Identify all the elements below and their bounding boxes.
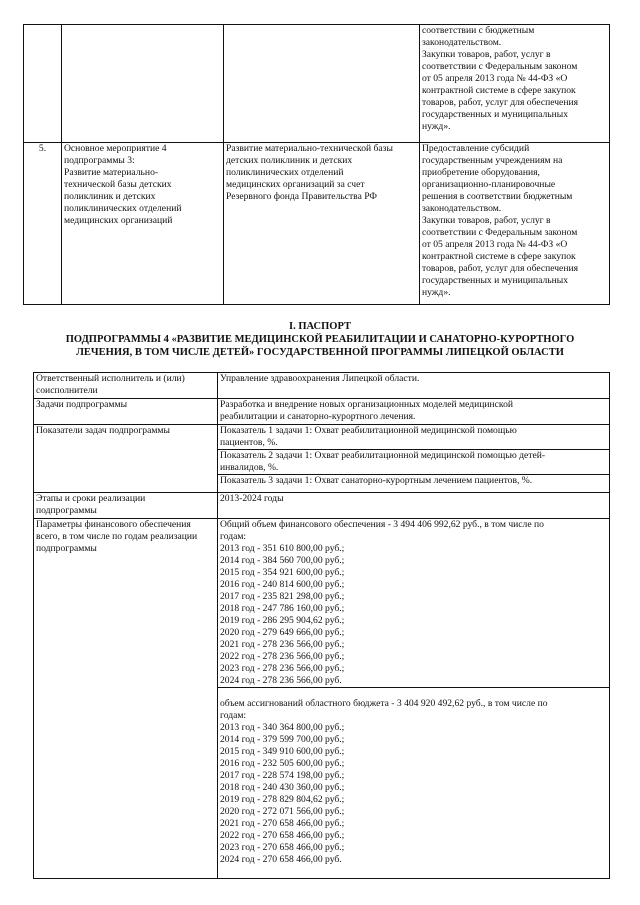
row5-col2 — [62, 143, 224, 305]
cell-line: организационно-планировочные — [422, 179, 556, 190]
year-line: 2024 год - 278 236 566,00 руб. — [220, 675, 342, 686]
year-line: 2023 год - 270 658 466,00 руб.; — [220, 842, 345, 853]
year-line: 2021 год - 278 236 566,00 руб.; — [220, 639, 345, 650]
cell-line: Показатель 2 задачи 1: Охват реабилитационной медицинской помощью детей- — [220, 450, 546, 461]
table-row — [34, 425, 610, 493]
tasks-value — [218, 399, 610, 425]
year-line: 2017 год - 228 574 198,00 руб.; — [220, 770, 345, 781]
indicators-value — [218, 425, 610, 493]
cell-line: Закупки товаров, работ, услуг в — [422, 215, 551, 226]
row5-col3 — [224, 143, 420, 305]
indicator-3 — [218, 475, 609, 488]
table-row — [34, 373, 610, 399]
cell-line: Резервного фонда Правительства РФ — [226, 191, 377, 202]
year-line: 2022 год - 270 658 466,00 руб.; — [220, 830, 345, 841]
cell-line: годам: — [220, 531, 247, 542]
cell-line: годам: — [220, 710, 247, 721]
finance-total — [218, 519, 609, 688]
cell-line: подпрограммы — [36, 543, 97, 554]
cell-line: Показатель 3 задачи 1: Охват санаторно-курортным лечением пациентов, %. — [220, 475, 533, 486]
row4-col3 — [224, 25, 420, 143]
cell-line: соисполнители — [36, 385, 98, 396]
cell-line: от 05 апреля 2013 года № 44-ФЗ «О — [422, 239, 568, 250]
cell-line: государственных и муниципальных — [422, 109, 569, 120]
cell-line: Основное мероприятие 4 — [64, 143, 167, 154]
finance-label — [34, 519, 218, 879]
indicator-1 — [218, 425, 609, 450]
passport-table — [33, 372, 610, 879]
cell-line: подпрограммы 3: — [64, 155, 135, 166]
cell-line: контрактной системе в сфере закупок — [422, 251, 576, 262]
cell-line: медицинских организаций за счет — [226, 179, 365, 190]
cell-line: подпрограммы — [36, 505, 97, 516]
heading-line-3: ЛЕЧЕНИЯ, В ТОМ ЧИСЛЕ ДЕТЕЙ» ГОСУДАРСТВЕННОЙ ПРОГРАММЫ ЛИПЕЦКОЙ ОБЛАСТИ — [76, 347, 564, 358]
cell-line: нужд». — [422, 121, 451, 132]
table-row — [34, 493, 610, 519]
cell-line: Ответственный исполнитель и (или) — [36, 373, 185, 384]
heading-line-2: ПОДПРОГРАММЫ 4 «РАЗВИТИЕ МЕДИЦИНСКОЙ РЕАБИЛИТАЦИИ И САНАТОРНО-КУРОРТНОГО — [65, 334, 575, 345]
cell-line: поликлиник и детских — [64, 191, 156, 202]
year-line: 2018 год - 247 786 160,00 руб.; — [220, 603, 345, 614]
stages-label — [34, 493, 218, 519]
cell-line: Этапы и сроки реализации — [36, 493, 146, 504]
tasks-label: Задачи подпрограммы — [34, 399, 218, 425]
cell-line: государственным учреждениям на — [422, 155, 563, 166]
cell-line: поликлинических отделений — [226, 167, 344, 178]
activities-table — [23, 24, 610, 305]
year-line: 2021 год - 270 658 466,00 руб.; — [220, 818, 345, 829]
table-row — [34, 399, 610, 425]
year-line: 2017 год - 235 821 298,00 руб.; — [220, 591, 345, 602]
cell-line: всего, в том числе по годам реализации — [36, 531, 198, 542]
year-line: 2022 год - 278 236 566,00 руб.; — [220, 651, 345, 662]
cell-line: реабилитации и санаторно-курортного лечения. — [220, 411, 416, 422]
year-line: 2015 год - 354 921 600,00 руб.; — [220, 567, 345, 578]
cell-line: законодательством. — [422, 203, 502, 214]
cell-line: Общий объем финансового обеспечения - 3 494 406 992,62 руб., в том числе по — [220, 519, 544, 530]
cell-line: Разработка и внедрение новых организационных моделей медицинской — [220, 399, 514, 410]
cell-line: медицинских организаций — [64, 215, 173, 226]
cell-line: товаров, работ, услуг для обеспечения — [422, 263, 578, 274]
year-line: 2016 год - 232 505 600,00 руб.; — [220, 758, 345, 769]
cell-line: инвалидов, %. — [220, 462, 279, 473]
stages-value: 2013-2024 годы — [218, 493, 610, 519]
row4-num — [24, 25, 62, 143]
year-line: 2014 год - 379 599 700,00 руб.; — [220, 734, 345, 745]
cell-line: контрактной системе в сфере закупок — [422, 85, 576, 96]
table-row — [24, 143, 610, 305]
heading-line-1: I. ПАСПОРТ — [288, 321, 352, 332]
year-line: 2014 год - 384 560 700,00 руб.; — [220, 555, 345, 566]
cell-line: Закупки товаров, работ, услуг в — [422, 49, 551, 60]
indicators-label: Показатели задач подпрограммы — [34, 425, 218, 493]
cell-line: от 05 апреля 2013 года № 44-ФЗ «О — [422, 73, 568, 84]
cell-line: соответствии с Федеральным законом — [422, 61, 578, 72]
year-line: 2019 год - 278 829 804,62 руб.; — [220, 794, 345, 805]
cell-line: детских поликлиник и детских — [226, 155, 353, 166]
executor-label — [34, 373, 218, 399]
section-heading — [20, 320, 620, 359]
cell-line: государственных и муниципальных — [422, 275, 569, 286]
cell-line: законодательством. — [422, 37, 502, 48]
cell-line: Развитие материально- — [64, 167, 159, 178]
year-line: 2023 год - 278 236 566,00 руб.; — [220, 663, 345, 674]
year-line: 2013 год - 340 364 800,00 руб.; — [220, 722, 345, 733]
table-row — [34, 519, 610, 879]
cell-line: соответствии с Федеральным законом — [422, 227, 578, 238]
cell-line: технической базы детских — [64, 179, 172, 190]
cell-line: приобретение оборудования, — [422, 167, 540, 178]
table-row — [24, 25, 610, 143]
cell-line: соответствии с бюджетным — [422, 25, 535, 36]
row4-col2 — [62, 25, 224, 143]
indicator-2 — [218, 450, 609, 475]
cell-line: решения в соответствии бюджетным — [422, 191, 573, 202]
cell-line: товаров, работ, услуг для обеспечения — [422, 97, 578, 108]
cell-line: поликлинических отделений — [64, 203, 182, 214]
row4-col4 — [420, 25, 610, 143]
year-line: 2018 год - 240 430 360,00 руб.; — [220, 782, 345, 793]
year-line: 2019 год - 286 295 904,62 руб.; — [220, 615, 345, 626]
year-line: 2024 год - 270 658 466,00 руб. — [220, 854, 342, 865]
year-line: 2013 год - 351 610 800,00 руб.; — [220, 543, 345, 554]
cell-line: Предоставление субсидий — [422, 143, 530, 154]
cell-line: Развитие материально-технической базы — [226, 143, 393, 154]
finance-regional — [218, 688, 609, 866]
year-line: 2020 год - 279 649 666,00 руб.; — [220, 627, 345, 638]
cell-line: пациентов, %. — [220, 437, 278, 448]
year-line: 2020 год - 272 071 566,00 руб.; — [220, 806, 345, 817]
year-line: 2016 год - 240 814 600,00 руб.; — [220, 579, 345, 590]
executor-value: Управление здравоохранения Липецкой области. — [218, 373, 610, 399]
finance-value — [218, 519, 610, 879]
cell-line: Показатель 1 задачи 1: Охват реабилитационной медицинской помощью — [220, 425, 517, 436]
year-line: 2015 год - 349 910 600,00 руб.; — [220, 746, 345, 757]
cell-line: Параметры финансового обеспечения — [36, 519, 191, 530]
row5-num: 5. — [24, 143, 62, 305]
row5-col4 — [420, 143, 610, 305]
cell-line: объем ассигнований областного бюджета - 3 404 920 492,62 руб., в том числе по — [220, 698, 548, 709]
cell-line: нужд». — [422, 287, 451, 298]
